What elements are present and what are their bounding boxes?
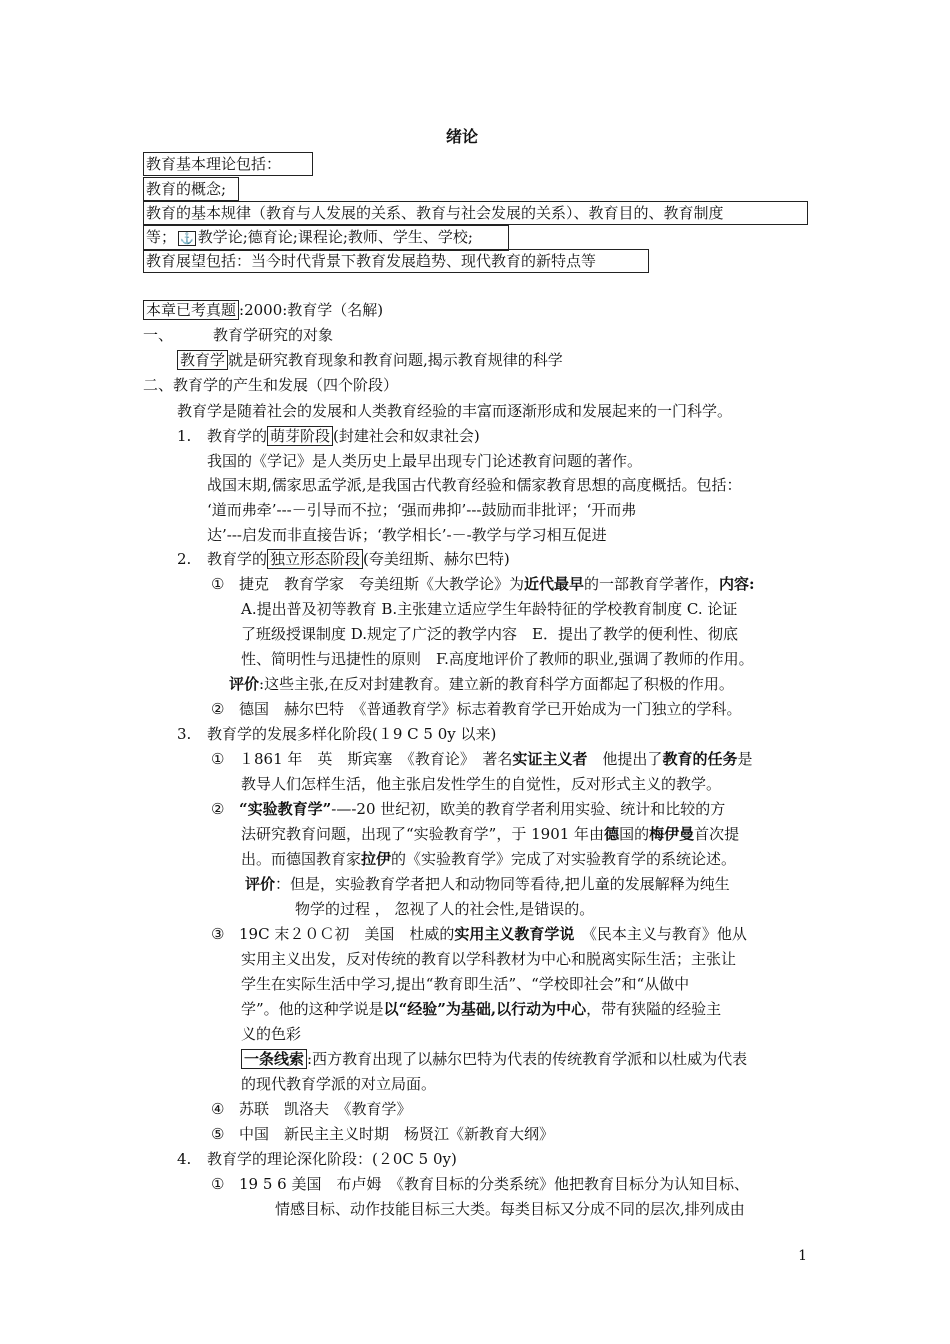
intro-line-5: 教育展望包括：当今时代背景下教育发展趋势、现代教育的新特点等 (143, 249, 649, 273)
clue-line (241, 1048, 747, 1070)
phase-2-prefix: 教育学的 (207, 550, 268, 568)
phase-3-heading (177, 723, 496, 745)
section-1-title: 教育学研究的对象 (213, 326, 334, 344)
intro-line-2: 教育的概念; (143, 177, 239, 201)
intro-line-3: 教育的基本规律（教育与人发展的关系、教育与社会发展的关系）、教育目的、教育制度 (143, 201, 808, 225)
phase-4-heading (177, 1148, 457, 1170)
phase-3-item-4 (211, 1098, 412, 1120)
evaluation-label: 评价 (229, 675, 260, 693)
item-text: 《民本主义与教育》他从 (574, 925, 747, 943)
phase-3-number: 3. (177, 725, 192, 743)
phase-3-item-3-line-3: 学生在实际生活中学习,提出“教育即生活”、“学校即社会”和“从做中 (241, 975, 690, 993)
phase-3-item-3-line-4 (241, 998, 721, 1020)
phase-2-heading (177, 548, 510, 570)
item-text: 学”。他的这种学说是 (241, 1000, 384, 1018)
item-text: 的一部教育学著作， (584, 575, 720, 593)
item-text: 国的 (619, 825, 650, 843)
item-bold: 实用主义教育学说 (454, 925, 575, 943)
phase-4-item-1 (211, 1173, 749, 1195)
item-bold: 梅伊曼 (649, 825, 695, 843)
phase-3-item-2-line-3 (241, 848, 736, 870)
phase-1-number: 1. (177, 427, 192, 445)
item-text: -—-20 世纪初，欧美的教育学者利用实验、统计和比较的方 (331, 800, 726, 818)
phase-3-evaluation-line-2: 物学的过程 ， 忽视了人的社会性,是错误的。 (295, 900, 595, 918)
phase-3-evaluation (245, 873, 730, 895)
item-text: 19C 末２０Ｃ初 美国 杜威的 (239, 925, 455, 943)
anchor-icon: ⚓ (180, 232, 194, 245)
phase-3-item-1-line-2: 教导人们怎样生活，他主张启发性学生的自觉性，反对形式主义的教学。 (241, 775, 722, 793)
item-text: 中国 新民主主义时期 杨贤江《新教育大纲》 (239, 1125, 555, 1143)
clue-label: 一条线索 (241, 1049, 307, 1069)
section-2-intro: 教育学是随着社会的发展和人类教育经验的丰富而逐渐形成和发展起来的一门科学。 (177, 402, 733, 420)
phase-3-title: 教育学的发展多样化阶段(１9 C 5 0y 以来) (207, 725, 497, 743)
item-text: 苏联 凯洛夫 《教育学》 (239, 1100, 412, 1118)
evaluation-text: ：但是，实验教育学者把人和动物同等看待,把儿童的发展解释为纯生 (275, 875, 730, 893)
item-bold: 拉伊 (361, 850, 392, 868)
item-marker: ② (211, 700, 225, 718)
evaluation-text: :这些主张,在反对封建教育。建立新的教育科学方面都起了积极的作用。 (259, 675, 734, 693)
item-text: 法研究教育问题，出现了“实验教育学”，于 1901 年由 (241, 825, 605, 843)
phase-1-line-1: 我国的《学记》是人类历史上最早出现专门论述教育问题的著作。 (207, 452, 643, 470)
phase-4-item-1-line-2: 情感目标、动作技能目标三大类。每类目标又分成不同的层次,排列成由 (275, 1200, 745, 1218)
exam-text: :2000:教育学（名解) (239, 301, 384, 319)
item-text: 捷克 教育学家 夸美纽斯《大教学论》为 (239, 575, 525, 593)
item-bold: 以“经验”为基础,以行动为中心 (383, 1000, 587, 1018)
evaluation-label: 评价 (245, 875, 276, 893)
phase-3-item-2 (211, 798, 725, 820)
item-text: 他提出了 (587, 750, 663, 768)
phase-2-item-2 (211, 698, 742, 720)
item-bold: 内容: (719, 575, 755, 593)
exam-label: 本章已考真题 (143, 300, 239, 320)
item-marker: ① (211, 575, 225, 593)
item-bold: 教育的任务 (662, 750, 738, 768)
phase-2-number: 2. (177, 550, 192, 568)
item-marker: ③ (211, 925, 225, 943)
phase-2-item-1 (211, 573, 755, 595)
item-text: 德国 赫尔巴特 《普通教育学》标志着教育学已开始成为一门独立的学科。 (239, 700, 742, 718)
intro-line-4-text: 教学论;德育论;课程论;教师、学生、学校; (197, 228, 473, 246)
item-text: 是 (737, 750, 753, 768)
phase-1-note: (封建社会和奴隶社会) (333, 427, 480, 445)
phase-2-item-1-line-2: A.提出普及初等教育 B.主张建立适应学生年龄特征的学校教育制度 C. 论证 (241, 600, 738, 618)
phase-1-line-3: ‘道而弗牵’---－引导而不拉；‘强而弗抑’---鼓励而非批评；‘开而弗 (207, 501, 637, 519)
phase-3-item-3-line-5: 义的色彩 (241, 1025, 302, 1043)
phase-2-box: 独立形态阶段 (267, 549, 363, 569)
item-bold: 实证主义者 (512, 750, 588, 768)
term-box: 教育学 (177, 350, 228, 370)
phase-2-item-1-line-4: 性、简明性与迅捷性的原则 F.高度地评价了教师的职业,强调了教师的作用。 (241, 650, 754, 668)
section-1-number: 一、 (143, 326, 174, 344)
item-text: ，带有狭隘的经验主 (586, 1000, 722, 1018)
item-bold: 德 (604, 825, 620, 843)
phase-1-heading (177, 425, 480, 447)
clue-line-2: 的现代教育学派的对立局面。 (241, 1075, 437, 1093)
item-text: 19 5 6 美国 布卢姆 《教育目标的分类系统》他把教育目标分为认知目标、 (239, 1175, 749, 1193)
phase-1-line-2: 战国末期,儒家思孟学派,是我国古代教育经验和儒家教育思想的高度概括。包括： (207, 476, 742, 494)
phase-4-title: 教育学的理论深化阶段：(２0C 5 0y) (207, 1150, 457, 1168)
phase-2-note: (夸美纽斯、赫尔巴特) (363, 550, 510, 568)
definition-text: 就是研究教育现象和教育问题,揭示教育规律的科学 (228, 351, 563, 369)
item-marker: ① (211, 750, 225, 768)
phase-3-item-5 (211, 1123, 554, 1145)
intro-line-4-prefix: 等； (146, 228, 177, 246)
section-1-definition (177, 349, 563, 371)
intro-line-4 (143, 225, 509, 251)
phase-1-box: 萌芽阶段 (267, 426, 333, 446)
item-marker: ① (211, 1175, 225, 1193)
exam-line (143, 299, 383, 321)
item-text: １861 年 英 斯宾塞 《教育论》 著名 (239, 750, 513, 768)
phase-1-prefix: 教育学的 (207, 427, 268, 445)
clue-text: :西方教育出现了以赫尔巴特为代表的传统教育学派和以杜威为代表 (307, 1050, 748, 1068)
phase-3-item-1 (211, 748, 752, 770)
intro-line-1: 教育基本理论包括： (143, 152, 313, 176)
phase-2-item-1-line-3: 了班级授课制度 D.规定了广泛的教学内容 E．提出了教学的便利性、彻底 (241, 625, 738, 643)
item-text: 的《实验教育学》完成了对实验教育学的系统论述。 (391, 850, 737, 868)
item-marker: ② (211, 800, 225, 818)
item-bold: 近代最早 (524, 575, 585, 593)
phase-3-item-2-line-2 (241, 823, 739, 845)
phase-2-evaluation (229, 673, 734, 695)
item-text: 首次提 (694, 825, 740, 843)
page-title: 绪论 (446, 127, 479, 146)
section-1-heading (143, 324, 333, 346)
phase-3-item-3-line-2: 实用主义出发，反对传统的教育以学科教材为中心和脱离实际生活；主张让 (241, 950, 737, 968)
phase-1-line-4: 达’---启发而非直接告诉；‘教学相长’-－-教学与学习相互促进 (207, 526, 607, 544)
item-text: 出。而德国教育家 (241, 850, 362, 868)
item-marker: ⑤ (211, 1125, 225, 1143)
item-bold: “实验教育学” (239, 800, 332, 818)
phase-4-number: 4. (177, 1150, 192, 1168)
section-2-heading: 二、教育学的产生和发展（四个阶段） (143, 376, 399, 394)
page-number: 1 (798, 1248, 807, 1264)
item-marker: ④ (211, 1100, 225, 1118)
phase-3-item-3 (211, 923, 747, 945)
